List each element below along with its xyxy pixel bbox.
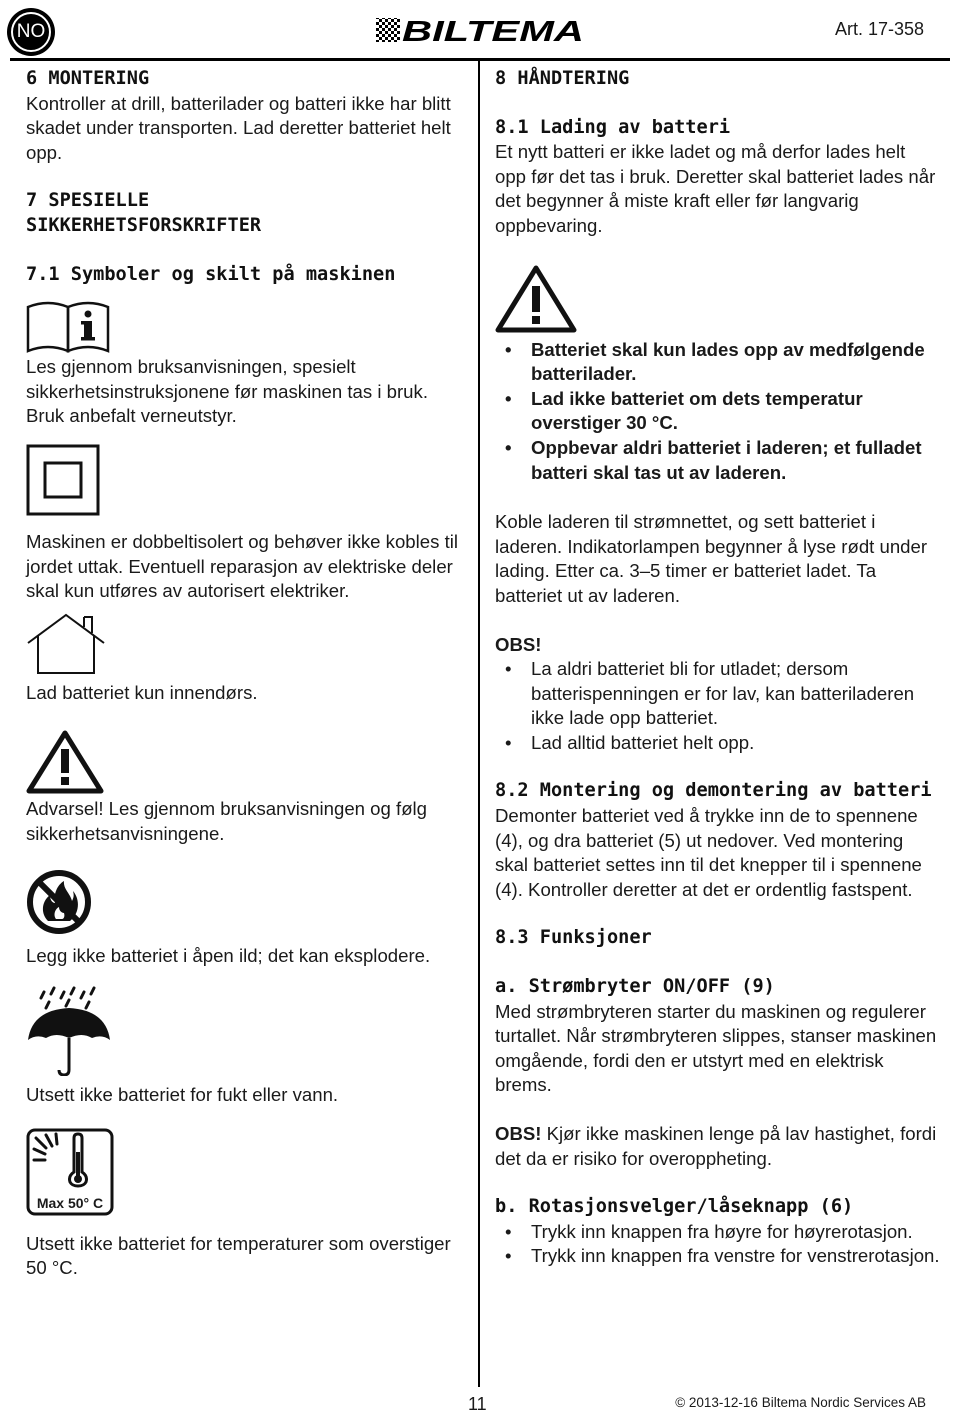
subsection-a-text: Med strømbryteren starter du maskinen og regulerer turtallet. Når strømbryteren slippes, stanser maskinen omgående, fordi den er utstyrt med en elektrisk brems. <box>495 1000 937 1096</box>
biltema-logo <box>376 16 586 44</box>
section-8-1-text: Et nytt batteri er ikke ladet og må derfor lades helt opp før det tas i bruk. Deretter skal batteriet lades når det begynner å miste kraft eller før langvarig oppbevaring. <box>495 141 936 236</box>
subsection-a-title: a. Strømbryter ON/OFF (9) <box>495 976 775 998</box>
house-indoor-icon <box>26 613 106 675</box>
warning-text: Advarsel! Les gjennom bruksanvisningen og følg sikkerhetsanvisningene. <box>26 798 428 844</box>
double-insulation-text: Maskinen er dobbeltisolert og behøver ikke kobles til jordet uttak. Eventuell reparasjon av elektriske deler skal kun utføres av autorisert elektriker. <box>26 530 459 602</box>
obs-label: OBS! <box>495 633 542 655</box>
subsection-b-title: b. Rotasjonsvelger/låseknapp (6) <box>495 1196 854 1218</box>
column-divider <box>478 60 480 1387</box>
rotation-list <box>495 1220 940 1269</box>
obs-note-label: OBS! <box>495 1123 542 1144</box>
warning-triangle-icon <box>495 264 577 334</box>
charging-instructions: Koble laderen til strømnettet, og sett batteriet i laderen. Indikatorlampen begynner å lyse rødt under lading. Etter ca. 3–5 timer er batteriet ladet. Ta batteriet ut av laderen. <box>495 511 928 606</box>
section-7-title-line1: 7 SPESIELLE <box>26 190 150 212</box>
list-item: • Oppbevar aldri batteriet i laderen; et fulladet batteri skal tas ut av laderen. <box>495 436 940 485</box>
svg-text:BILTEMA: BILTEMA <box>402 16 584 44</box>
list-item: • Trykk inn knappen fra venstre for venstrerotasjon. <box>495 1244 940 1269</box>
header-rule <box>10 58 950 61</box>
section-6-text: Kontroller at drill, batterilader og batteri ikke har blitt skadet under transporten. Lad deretter batteriet helt opp. <box>26 92 451 163</box>
section-7-title-line2: SIKKERHETSFORSKRIFTER <box>26 214 262 236</box>
max-temperature-symbol <box>26 1128 114 1216</box>
double-insulation-icon <box>26 444 102 518</box>
no-open-fire-icon <box>26 869 92 935</box>
max-temperature-label: Max 50° C <box>36 1194 104 1211</box>
manual-book-icon <box>26 297 114 353</box>
water-text: Utsett ikke batteriet for fukt eller vann. <box>26 1084 339 1106</box>
section-8-2-text: Demonter batteriet ved å trykke inn de to spennene (4), og dra batteriet (5) ut nedover. Ved montering skal batteriet settes inn til det knepper til i spennene (4). Kontroller deretter at det er ordentlig fastspent. <box>495 805 922 900</box>
umbrella-rain-icon <box>26 984 112 1076</box>
manual-symbol-text: Les gjennom bruksanvisningen, spesielt sikkerhetsinstruksjonene før maskinen tas i bruk. Bruk anbefalt verneutstyr. <box>26 356 428 427</box>
section-6-title: 6 MONTERING <box>26 68 150 89</box>
language-code: NO <box>16 21 46 42</box>
list-item: • Lad alltid batteriet helt opp. <box>495 731 940 756</box>
right-column <box>495 67 940 1269</box>
section-8-1-title: 8.1 Lading av batteri <box>495 116 731 138</box>
section-7-1-title: 7.1 Symboler og skilt på maskinen <box>26 263 396 285</box>
fire-text: Legg ikke batteriet i åpen ild; det kan eksplodere. <box>26 944 431 966</box>
obs-note-text: Kjør ikke maskinen lenge på lav hastighet, fordi det da er risiko for overoppheting. <box>495 1123 937 1169</box>
page-header <box>0 0 960 60</box>
obs-list <box>495 657 940 755</box>
list-item: • Batteriet skal kun lades opp av medfølgende batterilader. <box>495 338 940 387</box>
list-item: • Trykk inn knappen fra høyre for høyrerotasjon. <box>495 1220 940 1245</box>
left-column <box>26 67 462 1281</box>
obs-note <box>495 1122 940 1171</box>
section-8-3-title: 8.3 Funksjoner <box>495 927 652 949</box>
charging-warning-list <box>495 338 940 486</box>
page-number: 11 <box>468 1394 487 1414</box>
section-8-title: 8 HÅNDTERING <box>495 68 630 89</box>
list-item: • La aldri batteriet bli for utladet; dersom batterispenningen er for lav, kan batteriladeren ikke lade opp batteriet. <box>495 657 940 731</box>
section-8-2-title: 8.2 Montering og demontering av batteri <box>495 780 932 802</box>
article-number: Art. 17-358 <box>834 19 924 39</box>
indoor-text: Lad batteriet kun innendørs. <box>26 681 258 703</box>
copyright: © 2013-12-16 Biltema Nordic Services AB <box>675 1395 926 1410</box>
warning-triangle-icon <box>26 729 104 795</box>
language-badge <box>7 8 55 56</box>
list-item: • Lad ikke batteriet om dets temperatur overstiger 30 °C. <box>495 387 940 436</box>
temperature-text: Utsett ikke batteriet for temperaturer som overstiger 50 °C. <box>26 1232 451 1279</box>
